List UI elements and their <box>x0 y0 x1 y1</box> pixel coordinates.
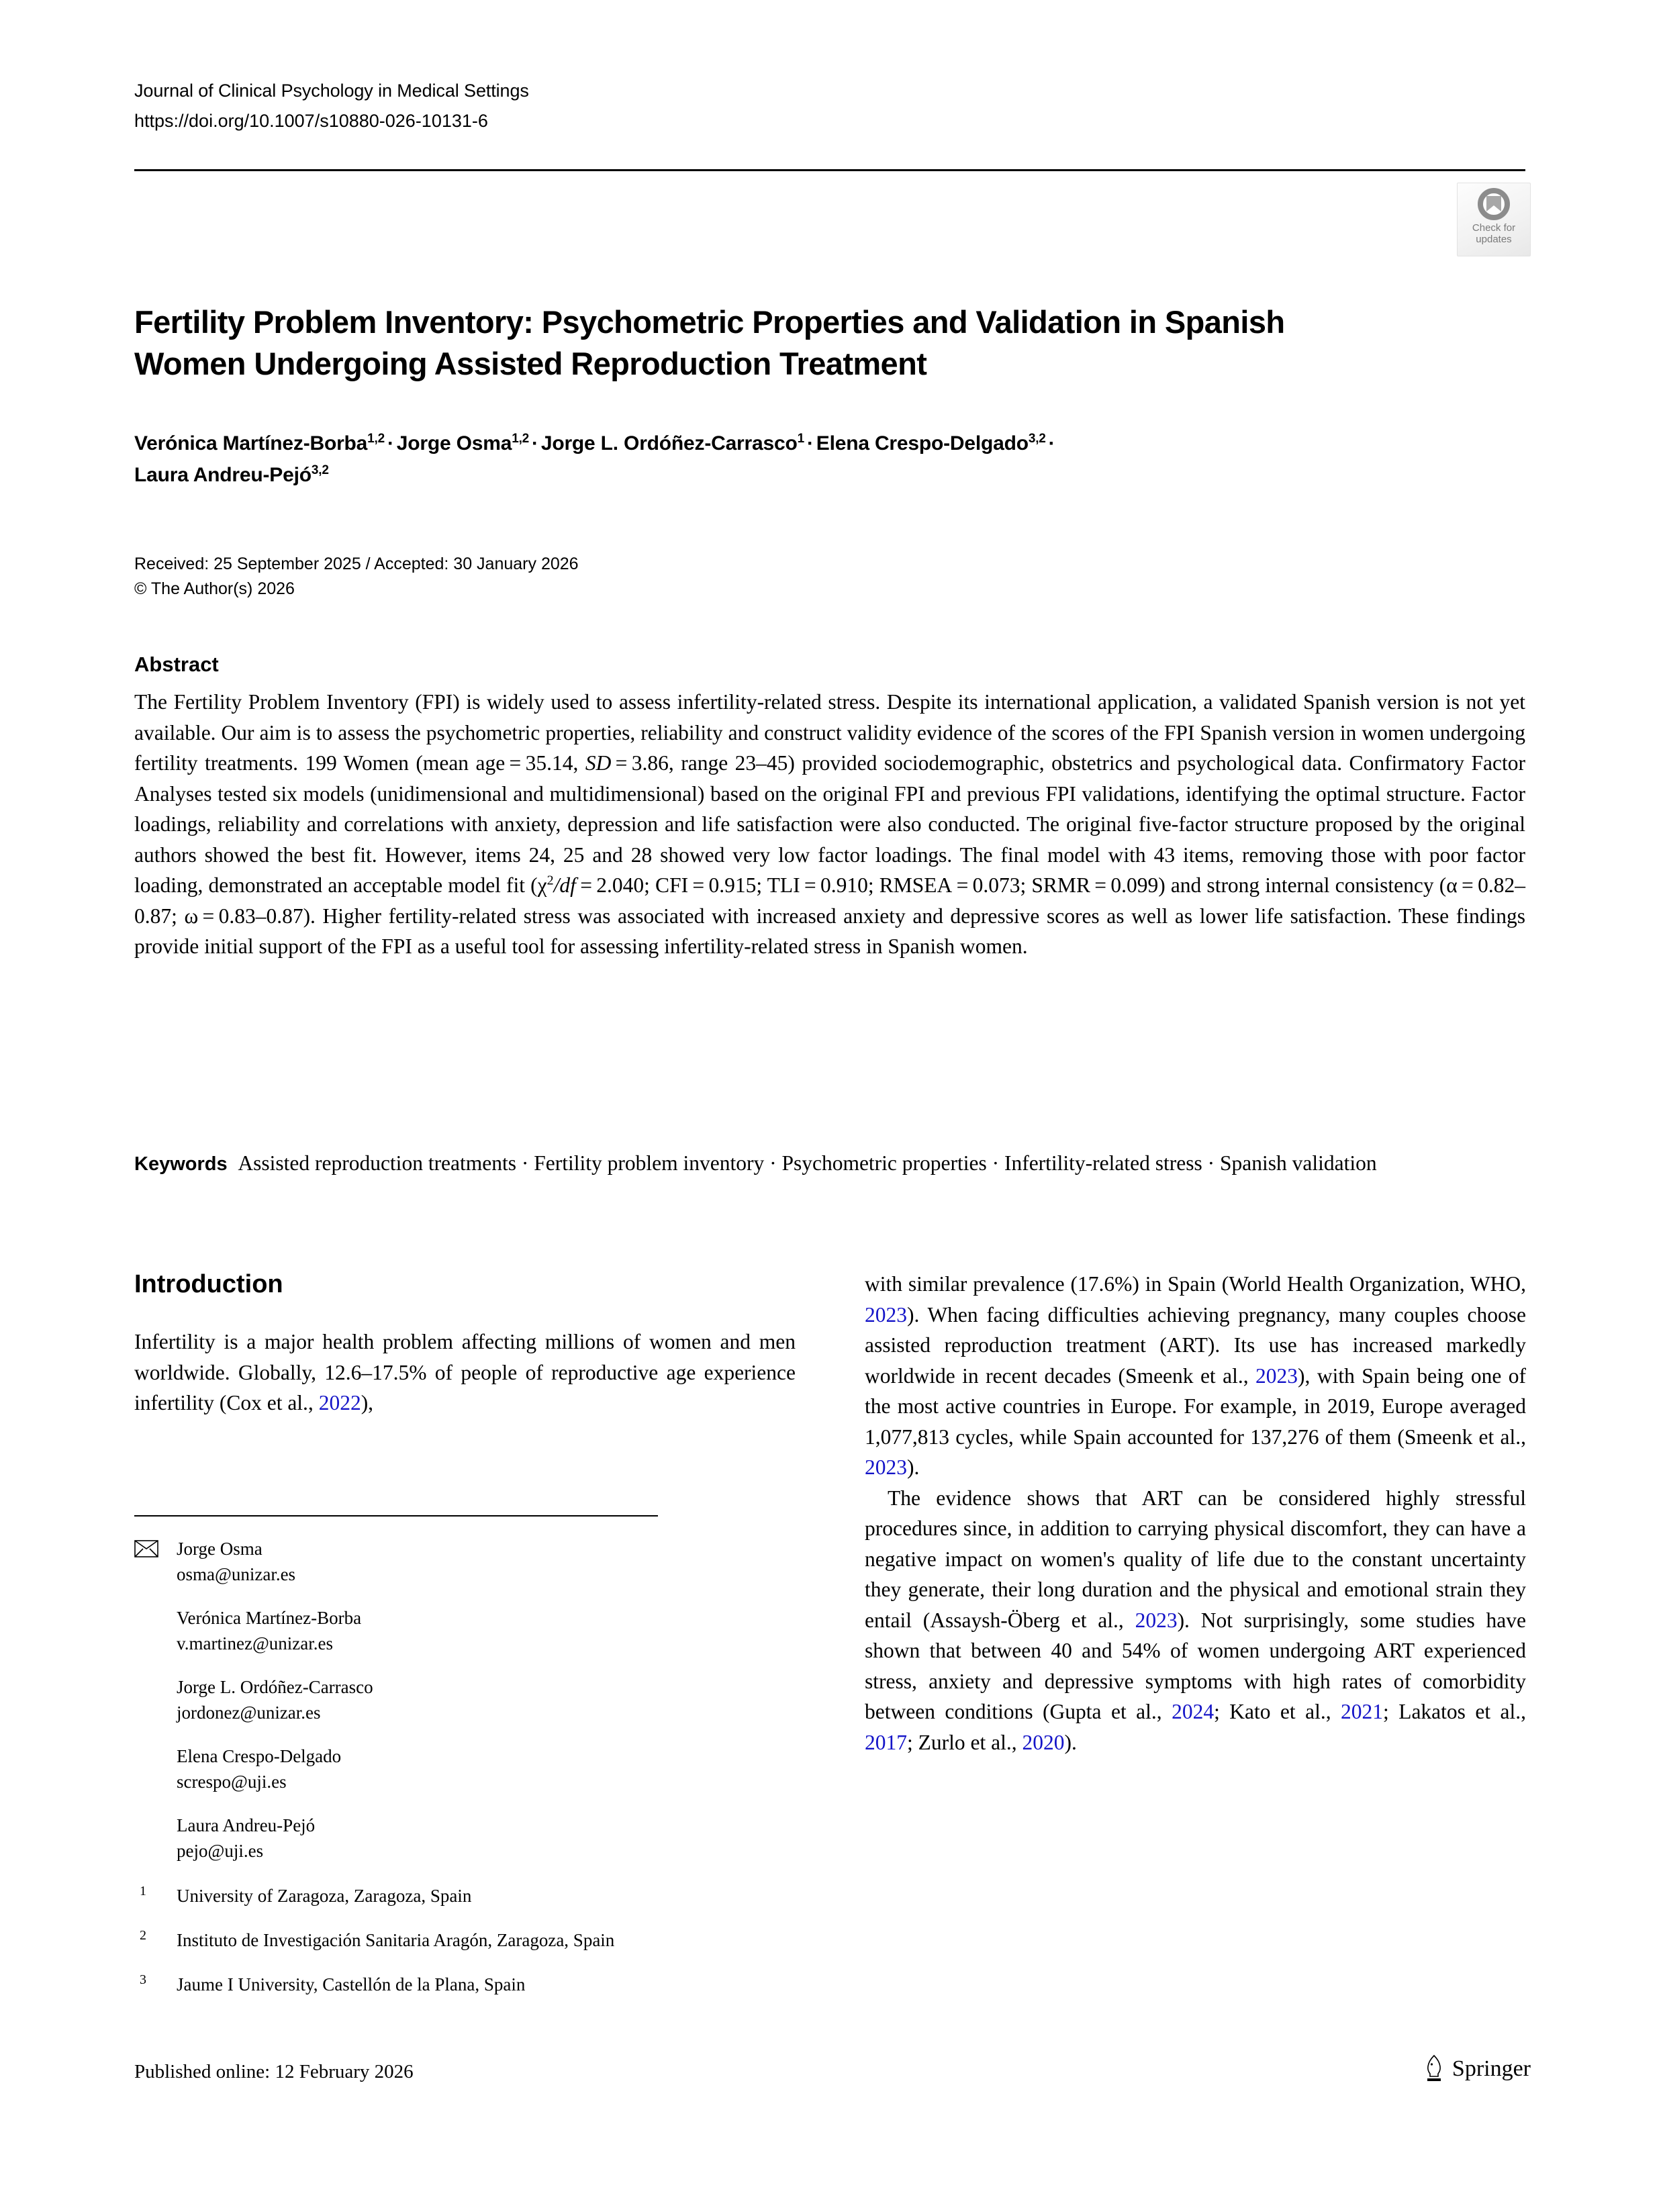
correspondence-divider <box>134 1515 658 1517</box>
intro-right2-text-b: ). Not surprisingly, some studies have shown that between 40 and 54% of women undergoing ART experienced stress, anxiety and depressive symptoms with high rates of comorbidity between conditions (Gupta et al., <box>865 1608 1527 1723</box>
affiliation-text: Jaume I University, Castellón de la Plana, Spain <box>177 1974 526 1994</box>
published-online-line: Published online: 12 February 2026 <box>134 2061 414 2082</box>
intro-left-text-a: Infertility is a major health problem affecting millions of women and men worldwide. Globally, 12.6–17.5% of people of reproductive age experience infertility (Cox et al., <box>134 1330 796 1414</box>
abstract-body <box>134 687 1525 962</box>
header-divider <box>134 169 1525 171</box>
crossmark-label <box>1472 222 1515 245</box>
received-accepted-line: Received: 25 September 2025 / Accepted: 30 January 2026 <box>134 555 579 573</box>
citation-link-kato-2021[interactable]: 2021 <box>1341 1700 1384 1723</box>
affiliation-text: University of Zaragoza, Zaragoza, Spain <box>177 1886 472 1906</box>
springer-logo <box>1423 2054 1531 2084</box>
author-name: Elena Crespo-Delgado <box>816 432 1029 454</box>
correspondence-name: Jorge L. Ordóñez-Carrasco <box>177 1677 373 1697</box>
abstract-text-part1: The Fertility Problem Inventory (FPI) is widely used to assess infertility-related stress. Despite its international application, a validated Spanish version is not yet available. Our aim is to assess the psychometric properties, reliability and construct validity evidence of the scores of the FPI Spanish version in women undergoing fertility treatments. 199 Women (mean age = 35.14, <box>134 690 1525 775</box>
introduction-heading: Introduction <box>134 1270 283 1298</box>
author-name: Jorge Osma <box>396 432 512 454</box>
citation-link-gupta-2024[interactable]: 2024 <box>1172 1700 1215 1723</box>
springer-knight-icon <box>1423 2054 1445 2084</box>
intro-paragraph-right-1 <box>865 1269 1526 1483</box>
keywords-label: Keywords <box>134 1153 228 1175</box>
author-affil-marker: 3,2 <box>311 463 329 477</box>
intro-right-text-c: ), with Spain being one of the most active countries in Europe. For example, in 2019, Europe averaged 1,077,813 cycles, while Spain accounted for 137,276 of them (Smeenk et al., <box>865 1363 1526 1449</box>
citation-link-smeenk-2023a[interactable]: 2023 <box>1255 1363 1298 1388</box>
author-affil-marker: 3,2 <box>1028 432 1046 446</box>
abstract-df-italic: /df <box>553 873 576 897</box>
crossmark-label-line2: updates <box>1476 234 1512 245</box>
correspondence-name: Jorge Osma <box>177 1539 263 1559</box>
citation-link-assaysh-oberg-2023[interactable]: 2023 <box>1135 1608 1178 1632</box>
abstract-sd-italic: SD <box>585 751 612 775</box>
publication-dates <box>134 552 1208 602</box>
citation-link-cox-2022[interactable]: 2022 <box>318 1391 361 1414</box>
abstract-text-part2: = 3.86, range 23–45) provided sociodemographic, obstetrics and psychological data. Confirmatory Factor Analyses tested six models (unidimensional and multidimensional) based on the original FPI and previous FPI validations, identifying the optimal structure. Factor loadings, reliability and correlations with anxiety, depression and life satisfaction were also conducted. The original five-factor structure proposed by the original authors showed the best fit. However, items 24, 25 and 28 showed very low factor loadings. The final model with 43 items, removing those with poor factor loading, demonstrated an acceptable model fit (χ <box>134 751 1525 897</box>
keywords-section <box>134 1148 1525 1180</box>
author-affil-marker: 1,2 <box>512 432 530 446</box>
intro-right-text-a: with similar prevalence (17.6%) in Spain (World Health Organization, WHO, <box>865 1272 1526 1296</box>
author-separator: · <box>387 432 394 454</box>
intro-right-text-d: ). <box>907 1455 920 1479</box>
correspondence-email[interactable]: jordonez@unizar.es <box>177 1702 321 1723</box>
body-column-left <box>134 1269 796 1418</box>
correspondence-block <box>134 1536 796 1864</box>
springer-wordmark: Springer <box>1452 2056 1531 2081</box>
affiliation-number: 3 <box>140 1972 146 1987</box>
crossmark-label-line1: Check for <box>1472 222 1516 234</box>
crossmark-updates-icon <box>1478 188 1510 220</box>
intro-left-text-b: ), <box>361 1391 374 1414</box>
correspondence-entry <box>134 1743 796 1794</box>
author-separator: · <box>532 432 538 454</box>
check-for-updates-badge[interactable] <box>1457 183 1531 256</box>
citation-link-smeenk-2023b[interactable]: 2023 <box>865 1455 907 1479</box>
correspondence-name: Elena Crespo-Delgado <box>177 1746 342 1766</box>
correspondence-email[interactable]: osma@unizar.es <box>177 1564 296 1584</box>
keywords-terms: Assisted reproduction treatments · Fertility problem inventory · Psychometric properties · Infertility-related stress · Spanish validation <box>238 1151 1377 1175</box>
journal-header <box>134 81 1531 132</box>
intro-right-text-b: ). When facing difficulties achieving pregnancy, many couples choose assisted reproduction treatment (ART). Its use has increased markedly worldwide in recent decades (Smeenk et al., <box>865 1302 1526 1388</box>
affiliation-item <box>134 1883 806 1909</box>
author-name: Laura Andreu-Pejó <box>134 464 312 486</box>
intro-right2-text-c: ; Kato et al., <box>1214 1700 1341 1723</box>
correspondence-email[interactable]: screspo@uji.es <box>177 1772 287 1792</box>
abstract-text-part3: = 2.040; CFI = 0.915; TLI = 0.910; RMSEA = 0.073; SRMR = 0.099) and strong internal consistency (α = 0.82–0.87; ω = 0.83–0.87). Higher fertility-related stress was associated with increased anxiety and depressive scores as well as lower life satisfaction. These findings provide initial support of the FPI as a useful tool for assessing infertility-related stress in Spanish women. <box>134 873 1525 958</box>
envelope-icon <box>134 1540 158 1557</box>
abstract-heading: Abstract <box>134 653 219 676</box>
correspondence-entry <box>134 1605 796 1656</box>
correspondence-email[interactable]: v.martinez@unizar.es <box>177 1633 334 1653</box>
abstract-chi-square-exponent: 2 <box>546 873 554 888</box>
intro-right2-text-a: The evidence shows that ART can be considered highly stressful procedures since, in addition to carrying physical discomfort, they can have a negative impact on women's quality of life due to the constant uncertainty they generate, their long duration and the physical and emotional strain they entail (Assaysh-Öberg et al., <box>865 1486 1526 1632</box>
correspondence-name: Verónica Martínez-Borba <box>177 1608 362 1628</box>
intro-paragraph-right-2 <box>865 1483 1526 1758</box>
intro-right2-text-f: ). <box>1064 1730 1077 1754</box>
intro-paragraph-left <box>134 1327 796 1418</box>
author-name: Jorge L. Ordóñez-Carrasco <box>540 432 798 454</box>
intro-right2-text-e: ; Zurlo et al., <box>907 1730 1022 1754</box>
correspondence-name: Laura Andreu-Pejó <box>177 1815 316 1835</box>
page-title: Fertility Problem Inventory: Psychometric Properties and Validation in Spanish Women Undergoing Assisted Reproduction Treatment <box>134 304 1285 382</box>
author-separator: · <box>1048 432 1055 454</box>
body-column-right <box>865 1269 1526 1758</box>
affiliations-block <box>134 1883 806 2016</box>
author-name: Verónica Martínez-Borba <box>134 432 368 454</box>
copyright-line: © The Author(s) 2026 <box>134 579 295 598</box>
author-list <box>134 428 1390 491</box>
citation-link-who-2023[interactable]: 2023 <box>865 1302 907 1327</box>
intro-right2-text-d: ; Lakatos et al., <box>1383 1700 1527 1723</box>
correspondence-entry <box>134 1813 796 1864</box>
correspondence-email[interactable]: pejo@uji.es <box>177 1841 264 1861</box>
affiliation-number: 2 <box>140 1928 146 1943</box>
affiliation-item <box>134 1927 806 1953</box>
citation-link-zurlo-2020[interactable]: 2020 <box>1022 1730 1065 1754</box>
correspondence-entry <box>134 1536 796 1587</box>
affiliation-text: Instituto de Investigación Sanitaria Aragón, Zaragoza, Spain <box>177 1930 615 1950</box>
author-affil-marker: 1 <box>797 432 804 446</box>
abstract-section <box>134 653 1525 962</box>
author-affil-marker: 1,2 <box>367 432 385 446</box>
citation-link-lakatos-2017[interactable]: 2017 <box>865 1730 907 1754</box>
affiliation-item <box>134 1972 806 1997</box>
journal-name: Journal of Clinical Psychology in Medical Settings <box>134 81 529 101</box>
correspondence-entry <box>134 1674 796 1725</box>
journal-doi[interactable]: https://doi.org/10.1007/s10880-026-10131-6 <box>134 111 488 131</box>
affiliation-number: 1 <box>140 1884 146 1898</box>
author-separator: · <box>806 432 814 454</box>
